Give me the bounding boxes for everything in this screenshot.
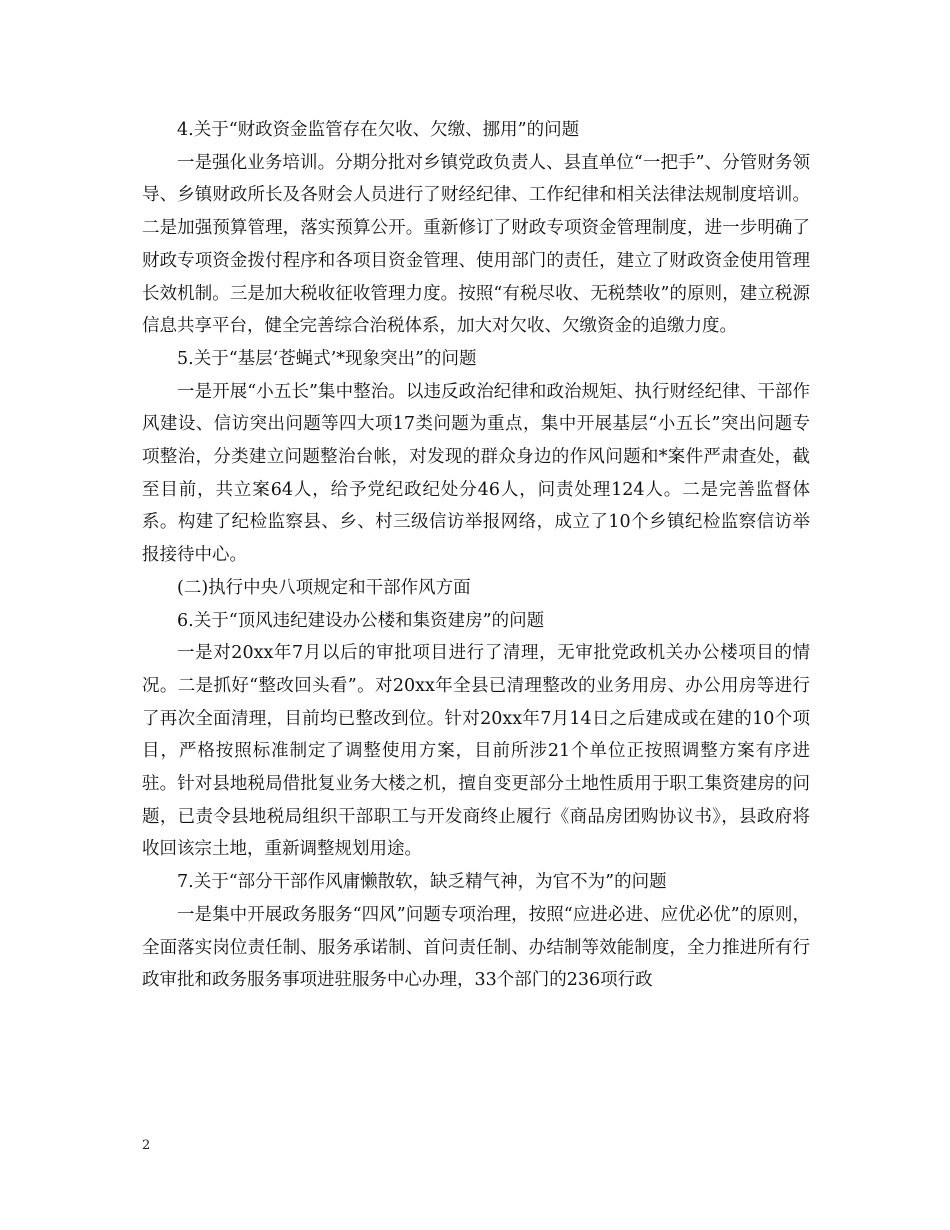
section-heading-6: 6.关于“顶风违纪建设办公楼和集资建房”的问题 <box>177 610 545 631</box>
section-heading-4: 4.关于“财政资金监管存在欠收、欠缴、挪用”的问题 <box>177 120 580 140</box>
section-heading-5: 5.关于“基层‘苍蝇式’*现象突出”的问题 <box>177 348 477 369</box>
body-paragraph: 一是开展“小五长”集中整治。以违反政治纪律和政治规矩、执行财经纪律、干部作风建设、信访突出问题等四大项17类问题为重点，集中开展基层“小五长”突出问题专项整治，分类建立问题整治台帐，对发现的群众身边的作风问题和*案件严肃查处，截至目前，共立案64人，给予党纪政纪处分46人，问责处理124人。二是完善监督体系。构建了纪检监察县、乡、村三级信访举报网络，成立了10个乡镇纪检监察信访举报接待中心。 <box>142 381 810 566</box>
section-heading-7: 7.关于“部分干部作风庸懒散软，缺乏精气神，为官不为”的问题 <box>177 872 667 893</box>
section-heading-part-2: (二)执行中央八项规定和干部作风方面 <box>177 577 471 598</box>
body-paragraph: 一是对20xx年7月以后的审批项目进行了清理，无审批党政机关办公楼项目的情况。二是抓好“整改回头看”。对20xx年全县已清理整改的业务用房、办公用房等进行了再次全面清理，目前均已整改到位。针对20xx年7月14日之后建成或在建的10个项目，严格按照标准制定了调整使用方案，目前所涉21个单位正按照调整方案有序进驻。针对县地税局借批复业务大楼之机，擅自变更部分土地性质用于职工集资建房的问题，已责令县地税局组织干部职工与开发商终止履行《商品房团购协议书》，县政府将收回该宗土地，重新调整规划用途。 <box>142 643 810 860</box>
body-paragraph: 一是集中开展政务服务“四风”问题专项治理，按照“应进必进、应优必优”的原则，全面落实岗位责任制、服务承诺制、首问责任制、办结制等效能制度，全力推进所有行政审批和政务服务事项进驻服务中心办理，33个部门的236项行政 <box>142 904 810 991</box>
document-body <box>142 114 810 997</box>
body-paragraph: 一是强化业务培训。分期分批对乡镇党政负责人、县直单位“一把手”、分管财务领导、乡镇财政所长及各财会人员进行了财经纪律、工作纪律和相关法律法规制度培训。二是加强预算管理，落实预算公开。重新修订了财政专项资金管理制度，进一步明确了财政专项资金拨付程序和各项目资金管理、使用部门的责任，建立了财政资金使用管理长效机制。三是加大税收征收管理力度。按照“有税尽收、无税禁收”的原则，建立税源信息共享平台，健全完善综合治税体系，加大对欠收、欠缴资金的追缴力度。 <box>142 152 810 337</box>
page-number: 2 <box>142 1138 151 1153</box>
